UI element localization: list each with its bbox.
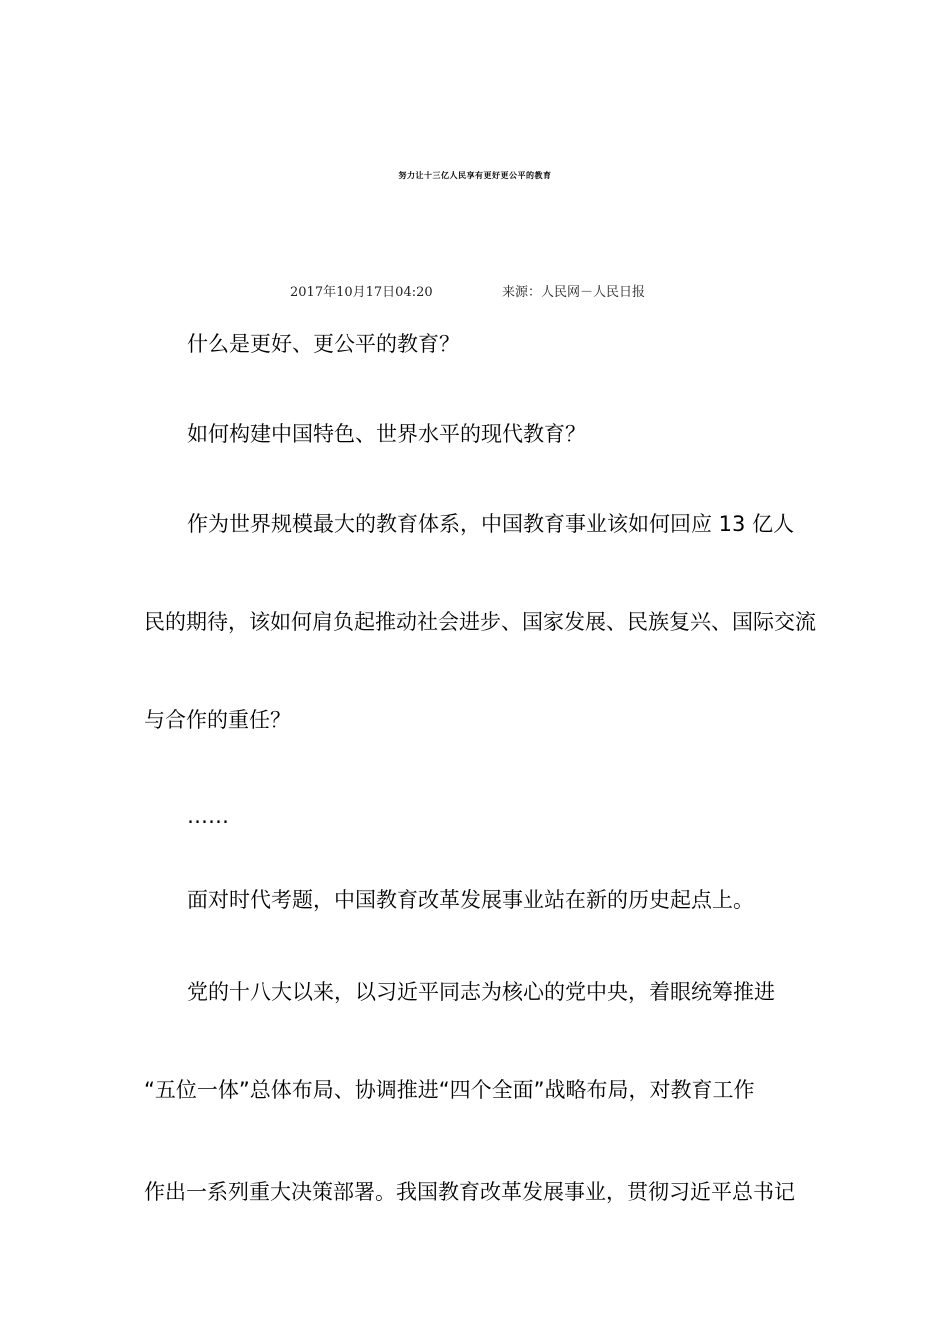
body-line: “五位一体”总体布局、协调推进“四个全面”战略布局，对教育工作 (144, 1078, 755, 1102)
body-line: 什么是更好、更公平的教育？ (187, 332, 460, 356)
body-line: …… (187, 804, 229, 828)
publish-date: 2017年10月17日04:20 (290, 285, 433, 300)
article-title: 努力让十三亿人民享有更好更公平的教育 (398, 171, 552, 180)
body-line: 与合作的重任？ (144, 708, 291, 732)
body-line: 民的期待，该如何肩负起推动社会进步、国家发展、民族复兴、国际交流 (144, 610, 816, 634)
body-line: 党的十八大以来，以习近平同志为核心的党中央，着眼统筹推进 (187, 980, 775, 1004)
body-line: 作出一系列重大决策部署。我国教育改革发展事业，贯彻习近平总书记 (144, 1180, 795, 1204)
body-line: 面对时代考题，中国教育改革发展事业站在新的历史起点上。 (187, 888, 754, 912)
article-source: 来源：人民网－人民日报 (502, 285, 646, 300)
body-line: 如何构建中国特色、世界水平的现代教育？ (187, 422, 586, 446)
article-subtitle (0, 214, 950, 242)
body-line: 作为世界规模最大的教育体系，中国教育事业该如何回应 13 亿人 (187, 512, 795, 536)
